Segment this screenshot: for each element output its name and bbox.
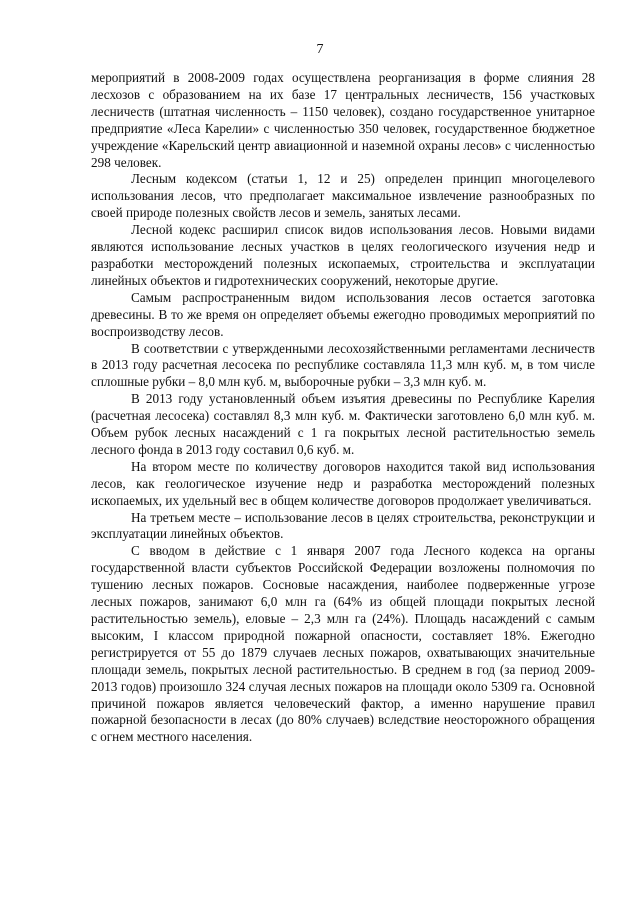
paragraph-harvest-volume: В 2013 году установленный объем изъятия древесины по Республике Карелия (расчетная лесосека) составлял 8,3 млн куб. м. Фактически заготовлено 6,0 млн куб. м. Объем рубок лесных насаждений с 1 га покрытых лесной растительностью земель лесного фонда в 2013 году составил 0,6 куб. м. [91,391,595,457]
page-number: 7 [316,42,324,57]
paragraph-timber-harvesting: Самым распространенным видом использования лесов остается заготовка древесины. В то же время он определяет объемы ежегодно проводимых мероприятий по воспроизводству лесов. [91,289,595,339]
paragraph-allowable-cut: В соответствии с утвержденными лесохозяйственными регламентами лесничеств в 2013 году расчетная лесосека по республике составляла 11,3 млн куб. м, в том числе сплошные рубки – 8,0 млн куб. м, выборочные рубки – 3,3 млн куб. м. [91,340,595,390]
paragraph-multipurpose-use: Лесным кодексом (статьи 1, 12 и 25) определен принцип многоцелевого использования лесов, что предполагает максимальное извлечение разнообразных по своей природе полезных свойств лесов и земель, занятых лесами. [91,171,595,221]
paragraph-forest-fires: С вводом в действие с 1 января 2007 года Лесного кодекса на органы государственной власти субъектов Российской Федерации возложены полномочия по тушению лесных пожаров. Сосновые насаждения, наиболее подверженные угрозе лесных пожаров, занимают 6,0 млн га (64% из общей площади покрытых лесной растительностью земель), еловые – 2,3 млн га (24%). Площадь насаждений с самым высоким, I классом природной пожарной опасности, составляет 18%. Ежегодно регистрируется от 55 до 1879 случаев лесных пожаров, охватывающих значительные площади земель, покрытых лесной растительностью. В среднем в год (за период 2009-2013 годов) произошло 324 случая лесных пожаров на площади около 5309 га. Основной причиной пожаров является человеческий фактор, а именно нарушение правил пожарной безопасности в лесах (до 80% случаев) вследствие неосторожного обращения с огнем местного населения. [91,543,595,745]
paragraph-reorganization: мероприятий в 2008-2009 годах осуществлена реорганизация в форме слияния 28 лесхозов с образованием на их базе 17 центральных лесничеств, 156 участковых лесничеств (штатная численность – 1150 человек), создано государственное унитарное предприятие «Леса Карелии» с численностью 350 человек, государственное бюджетное учреждение «Карельский центр авиационной и наземной охраны лесов» с численностью 298 человек. [91,70,595,170]
paragraph-new-use-types: Лесной кодекс расширил список видов использования лесов. Новыми видами являются использование лесных участков в целях геологического изучения недр и разработки месторождений полезных ископаемых, строительства и эксплуатации линейных объектов и гидротехнических сооружений, некоторые другие. [91,222,595,288]
paragraph-construction: На третьем месте – использование лесов в целях строительства, реконструкции и эксплуатации линейных объектов. [91,509,595,542]
body-text [91,70,595,746]
paragraph-geological-study: На втором месте по количеству договоров находится такой вид использования лесов, как геологическое изучение недр и разработка месторождений полезных ископаемых, их удельный вес в общем количестве договоров продолжает увеличиваться. [91,458,595,508]
